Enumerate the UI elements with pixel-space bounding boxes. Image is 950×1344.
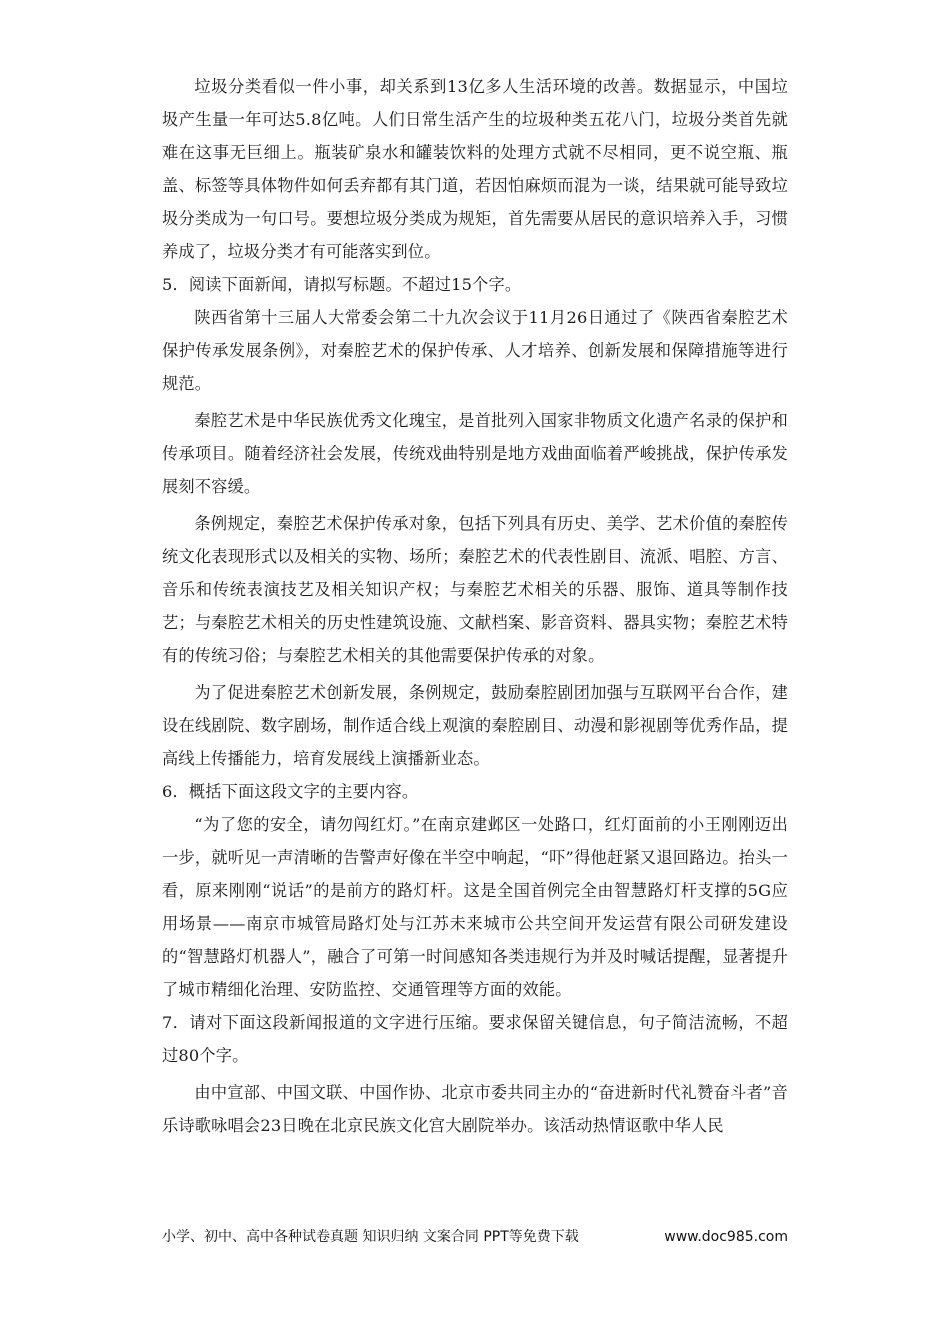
paragraph-qinqiang-protection-scope: 条例规定，秦腔艺术保护传承对象，包括下列具有历史、美学、艺术价值的秦腔传统文化表现形式以及相关的实物、场所；秦腔艺术的代表性剧目、流派、唱腔、方言、音乐和传统表演技艺及相关知识产权；与秦腔艺术相关的乐器、服饰、道具等制作技艺；与秦腔艺术相关的历史性建筑设施、文献档案、影音资料、器具实物；秦腔艺术特有的传统习俗；与秦腔艺术相关的其他需要保护传承的对象。	[162, 514, 788, 665]
question-7: 7．请对下面这段新闻报道的文字进行压缩。要求保留关键信息，句子简洁流畅，不超过80个字。	[162, 1013, 788, 1065]
footer-website-link[interactable]: www.doc985.com	[664, 1229, 788, 1245]
document-body	[162, 70, 788, 1142]
paragraph-garbage-sorting: 垃圾分类看似一件小事，却关系到13亿多人生活环境的改善。数据显示，中国垃圾产生量一年可达5.8亿吨。人们日常生活产生的垃圾种类五花八门，垃圾分类首先就难在这事无巨细上。瓶装矿泉水和罐装饮料的处理方式就不尽相同，更不说空瓶、瓶盖、标签等具体物件如何丢弃都有其门道，若因怕麻烦而混为一谈，结果就可能导致垃圾分类成为一句口号。要想垃圾分类成为规矩，首先需要从居民的意识培养入手，习惯养成了，垃圾分类才有可能落实到位。	[162, 77, 788, 261]
question-5: 5．阅读下面新闻，请拟写标题。不超过15个字。	[162, 275, 522, 294]
paragraph-smart-streetlight: “为了您的安全，请勿闯红灯。”在南京建邺区一处路口，红灯面前的小王刚刚迈出一步，就听见一声清晰的告警声好像在半空中响起，“吓”得他赶紧又退回路边。抬头一看，原来刚刚“说话”的是前方的路灯杆。这是全国首例完全由智慧路灯杆支撑的5G应用场景——南京市城管局路灯处与江苏未来城市公共空间开发运营有限公司研发建设的“智慧路灯机器人”，融合了可第一时间感知各类违规行为并及时喊话提醒，显著提升了城市精细化治理、安防监控、交通管理等方面的效能。	[162, 815, 788, 999]
page-footer	[162, 1226, 788, 1248]
paragraph-qinqiang-innovation: 为了促进秦腔艺术创新发展，条例规定，鼓励秦腔剧团加强与互联网平台合作，建设在线剧院、数字剧场，制作适合线上观演的秦腔剧目、动漫和影视剧等优秀作品，提高线上传播能力，培育发展线上演播新业态。	[162, 683, 788, 768]
paragraph-concert-news: 由中宣部、中国文联、中国作协、北京市委共同主办的“奋进新时代礼赞奋斗者”音乐诗歌咏唱会23日晚在北京民族文化宫大剧院举办。该活动热情讴歌中华人民	[162, 1083, 788, 1135]
paragraph-qinqiang-heritage: 秦腔艺术是中华民族优秀文化瑰宝，是首批列入国家非物质文化遗产名录的保护和传承项目。随着经济社会发展，传统戏曲特别是地方戏曲面临着严峻挑战，保护传承发展刻不容缓。	[162, 411, 788, 496]
paragraph-qinqiang-regulation: 陕西省第十三届人大常委会第二十九次会议于11月26日通过了《陕西省秦腔艺术保护传承发展条例》，对秦腔艺术的保护传承、人才培养、创新发展和保障措施等进行规范。	[162, 308, 788, 393]
question-6: 6．概括下面这段文字的主要内容。	[162, 782, 419, 801]
footer-promo-text: 小学、初中、高中各种试卷真题 知识归纳 文案合同 PPT等免费下载	[162, 1229, 579, 1245]
